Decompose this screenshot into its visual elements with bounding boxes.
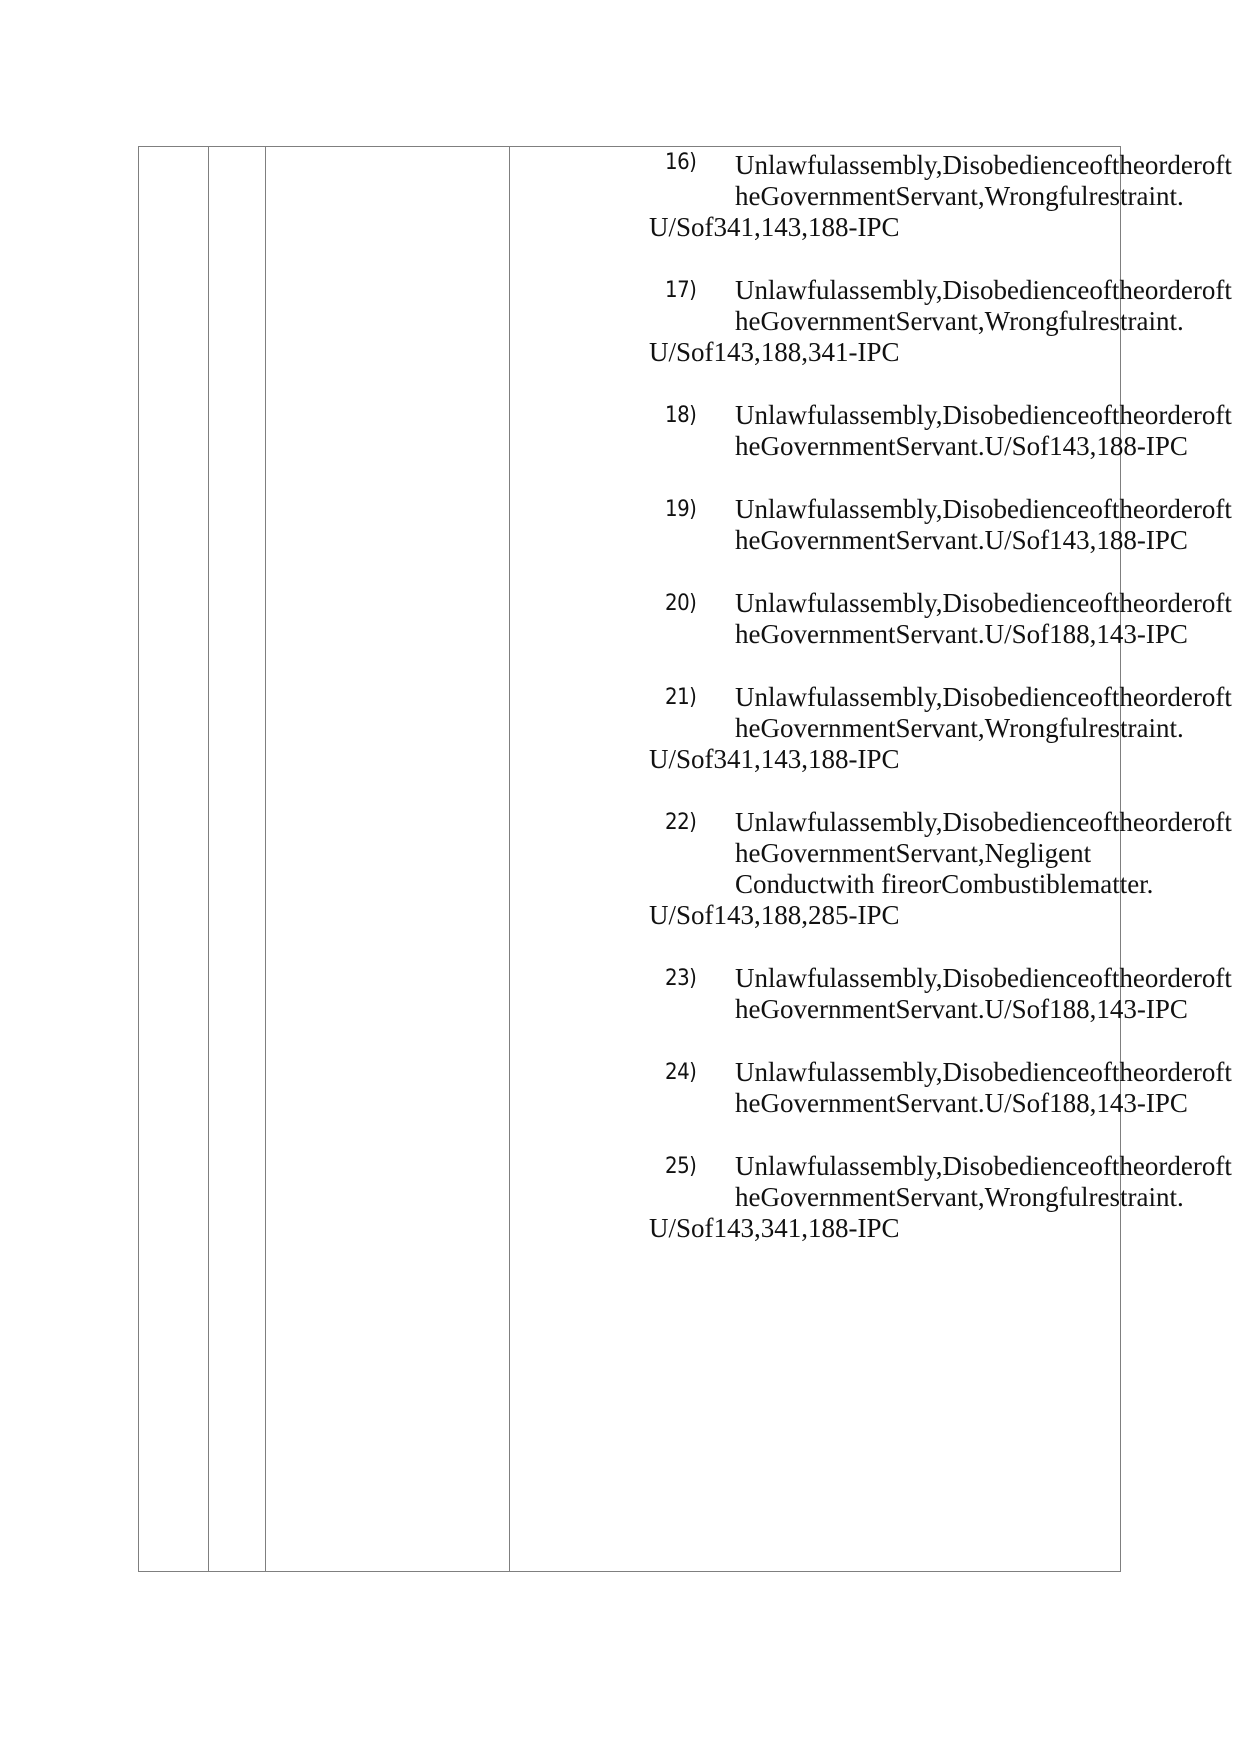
- entry-number: 20): [665, 591, 697, 616]
- entry-number: 18): [665, 403, 697, 428]
- entry-number: 25): [665, 1154, 697, 1179]
- entry-number: 23): [665, 966, 697, 991]
- offence-details-cell: [649, 147, 1232, 1571]
- entry-number: 16): [665, 150, 697, 175]
- document-table: [138, 146, 1232, 1572]
- offence-entry: [649, 1057, 1232, 1119]
- entry-description: Unlawfulassembly,DisobedienceoftheorderoftheGovernmentServant.U/Sof188,143-IPC: [735, 1057, 1232, 1118]
- column-divider: [265, 147, 266, 1571]
- entry-section: U/Sof143,341,188-IPC: [649, 1213, 900, 1243]
- entry-description: Unlawfulassembly,DisobedienceoftheorderoftheGovernmentServant,Wrongfulrestraint.: [735, 150, 1232, 211]
- entry-section: U/Sof143,188,341-IPC: [649, 337, 900, 367]
- column-divider: [509, 147, 510, 1571]
- entry-description: Unlawfulassembly,DisobedienceoftheorderoftheGovernmentServant,Wrongfulrestraint.: [735, 275, 1232, 336]
- entry-description: Unlawfulassembly,DisobedienceoftheorderoftheGovernmentServant.U/Sof188,143-IPC: [735, 588, 1232, 649]
- entry-section: U/Sof143,188,285-IPC: [649, 900, 900, 930]
- entry-section: U/Sof341,143,188-IPC: [649, 212, 900, 242]
- entry-description: Unlawfulassembly,DisobedienceoftheorderoftheGovernmentServant,Negligent Conductwith fireorCombustiblematter.: [735, 807, 1232, 899]
- entry-number: 22): [665, 810, 697, 835]
- entry-number: 24): [665, 1060, 697, 1085]
- entry-section: U/Sof341,143,188-IPC: [649, 744, 900, 774]
- offence-entry: [649, 682, 1232, 775]
- offence-entry: [649, 147, 1232, 243]
- offence-entry: [649, 588, 1232, 650]
- entry-number: 19): [665, 497, 697, 522]
- offence-entry: [649, 400, 1232, 462]
- offence-entry: [649, 1151, 1232, 1244]
- offence-entry: [649, 963, 1232, 1025]
- entry-description: Unlawfulassembly,DisobedienceoftheorderoftheGovernmentServant.U/Sof188,143-IPC: [735, 963, 1232, 1024]
- entry-number: 17): [665, 278, 697, 303]
- entry-description: Unlawfulassembly,DisobedienceoftheorderoftheGovernmentServant,Wrongfulrestraint.: [735, 682, 1232, 743]
- entry-description: Unlawfulassembly,DisobedienceoftheorderoftheGovernmentServant.U/Sof143,188-IPC: [735, 400, 1232, 461]
- entry-number: 21): [665, 685, 697, 710]
- offence-entry: [649, 494, 1232, 556]
- offence-entry: [649, 807, 1232, 931]
- entry-description: Unlawfulassembly,DisobedienceoftheorderoftheGovernmentServant.U/Sof143,188-IPC: [735, 494, 1232, 555]
- column-divider: [208, 147, 209, 1571]
- offence-entry: [649, 275, 1232, 368]
- entry-description: Unlawfulassembly,DisobedienceoftheorderoftheGovernmentServant,Wrongfulrestraint.: [735, 1151, 1232, 1212]
